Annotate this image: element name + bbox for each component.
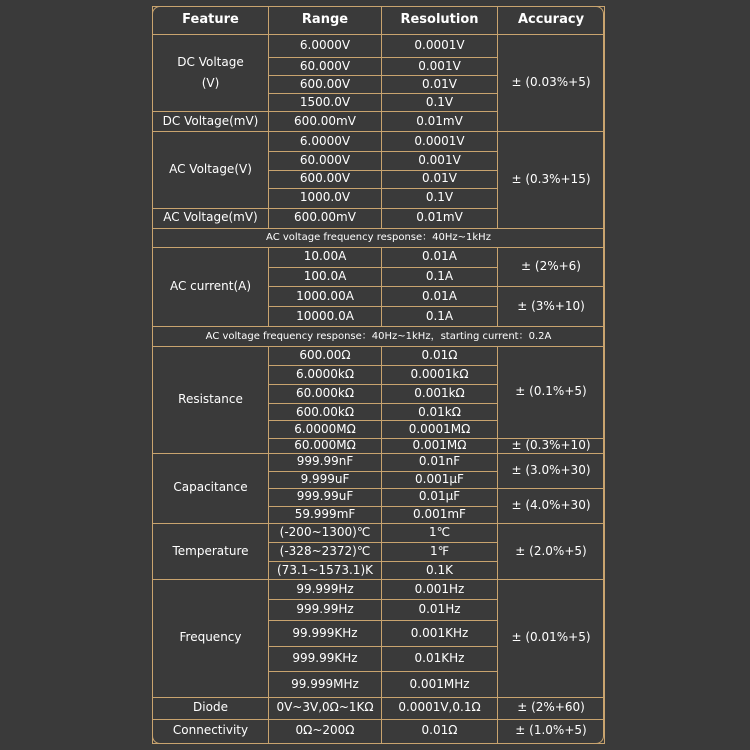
table-cell: AC current(A) (153, 247, 269, 326)
table-cell: Resistance (153, 347, 269, 453)
table-cell: Temperature (153, 523, 269, 579)
table-cell: 0.1K (382, 562, 498, 580)
note-cell: AC voltage frequency response：40Hz~1kHz，starting current：0.2A (153, 327, 605, 347)
table-cell: 6.0000kΩ (269, 366, 382, 385)
table-cell: 0.001mF (382, 506, 498, 523)
header-accuracy: Accuracy (498, 7, 605, 35)
table-cell: ± (1.0%+5) (498, 719, 605, 743)
table-cell: 999.99Hz (269, 600, 382, 621)
table-cell: DC Voltage (V) (153, 35, 269, 112)
table-cell: 0.01mV (382, 112, 498, 132)
table-cell: ± (0.01%+5) (498, 580, 605, 697)
table-cell: ± (2%+60) (498, 697, 605, 719)
table-cell: 60.000MΩ (269, 438, 382, 453)
table-cell: 99.999MHz (269, 672, 382, 697)
table-cell: 0.0001kΩ (382, 366, 498, 385)
table-cell: ± (2.0%+5) (498, 523, 605, 579)
table-cell: 59.999mF (269, 506, 382, 523)
table-cell: (-200~1300)℃ (269, 523, 382, 542)
table-cell: 60.000V (269, 152, 382, 170)
table-cell: 0.001μF (382, 471, 498, 488)
table-cell: 0.001V (382, 58, 498, 76)
table-cell: 0.0001V (382, 132, 498, 152)
table-cell: 0.01kΩ (382, 404, 498, 421)
table-cell: 0.001Hz (382, 580, 498, 600)
table-cell: 9.999uF (269, 471, 382, 488)
table-cell: 99.999KHz (269, 621, 382, 647)
table-cell: ± (3.0%+30) (498, 453, 605, 488)
table-cell: Connectivity (153, 719, 269, 743)
table-cell: 0.01μF (382, 488, 498, 506)
table-cell: 0.1A (382, 267, 498, 286)
table-cell: AC Voltage(mV) (153, 208, 269, 228)
table-cell: 1℃ (382, 523, 498, 542)
table-cell: 600.00Ω (269, 347, 382, 366)
table-cell: 100.0A (269, 267, 382, 286)
table-cell: 0.01V (382, 76, 498, 94)
table-cell: 60.000V (269, 58, 382, 76)
table-cell: 0.0001V,0.1Ω (382, 697, 498, 719)
header-range: Range (269, 7, 382, 35)
table-cell: 999.99uF (269, 488, 382, 506)
table-cell: Frequency (153, 580, 269, 697)
table-cell: 0.01A (382, 247, 498, 267)
table-cell: 0.001MHz (382, 672, 498, 697)
note-cell: AC voltage frequency response：40Hz~1kHz (153, 228, 605, 247)
table-cell: 60.000kΩ (269, 385, 382, 404)
table-cell: 600.00mV (269, 208, 382, 228)
table-cell: 0.1V (382, 188, 498, 208)
table-cell: 10.00A (269, 247, 382, 267)
table-cell: 0.01mV (382, 208, 498, 228)
table-cell: 0.1A (382, 307, 498, 327)
table-cell: 600.00mV (269, 112, 382, 132)
table-cell: 1000.00A (269, 286, 382, 306)
table-cell: 999.99nF (269, 453, 382, 471)
table-cell: 0.0001MΩ (382, 421, 498, 438)
table-cell: 0.01Hz (382, 600, 498, 621)
table-cell: 600.00kΩ (269, 404, 382, 421)
table-cell: 0Ω~200Ω (269, 719, 382, 743)
table-cell: (73.1~1573.1)K (269, 562, 382, 580)
table-cell: 6.0000V (269, 132, 382, 152)
table-cell: ± (2%+6) (498, 247, 605, 286)
table-cell: AC Voltage(V) (153, 132, 269, 208)
header-feature: Feature (153, 7, 269, 35)
table-cell: 6.0000MΩ (269, 421, 382, 438)
header-resolution: Resolution (382, 7, 498, 35)
table-cell: (-328~2372)℃ (269, 542, 382, 561)
table-frame (152, 6, 604, 744)
table-cell: ± (0.1%+5) (498, 347, 605, 438)
table-cell: 1500.0V (269, 94, 382, 112)
table-cell: DC Voltage(mV) (153, 112, 269, 132)
table-cell: 0V~3V,0Ω~1KΩ (269, 697, 382, 719)
table-cell: ± (3%+10) (498, 286, 605, 326)
table-cell: 600.00V (269, 170, 382, 188)
table-cell: 0.01A (382, 286, 498, 306)
table-cell: ± (0.3%+15) (498, 132, 605, 228)
table-cell: 0.01nF (382, 453, 498, 471)
table-cell: 999.99KHz (269, 647, 382, 672)
table-cell: 10000.0A (269, 307, 382, 327)
table-cell: 600.00V (269, 76, 382, 94)
table-cell: ± (0.03%+5) (498, 35, 605, 132)
table-cell: 0.01Ω (382, 347, 498, 366)
table-cell: 0.01V (382, 170, 498, 188)
table-cell: 0.001KHz (382, 621, 498, 647)
table-cell: 1℉ (382, 542, 498, 561)
table-cell: Diode (153, 697, 269, 719)
table-cell: 99.999Hz (269, 580, 382, 600)
table-cell: 0.01Ω (382, 719, 498, 743)
table-cell: 0.001V (382, 152, 498, 170)
table-cell: 0.01KHz (382, 647, 498, 672)
table-cell: ± (4.0%+30) (498, 488, 605, 523)
table-cell: 1000.0V (269, 188, 382, 208)
table-cell: 0.0001V (382, 35, 498, 58)
table-cell: 0.001kΩ (382, 385, 498, 404)
table-cell: Capacitance (153, 453, 269, 523)
table-cell: 0.001MΩ (382, 438, 498, 453)
table-cell: 6.0000V (269, 35, 382, 58)
table-cell: 0.1V (382, 94, 498, 112)
table-cell: ± (0.3%+10) (498, 438, 605, 453)
